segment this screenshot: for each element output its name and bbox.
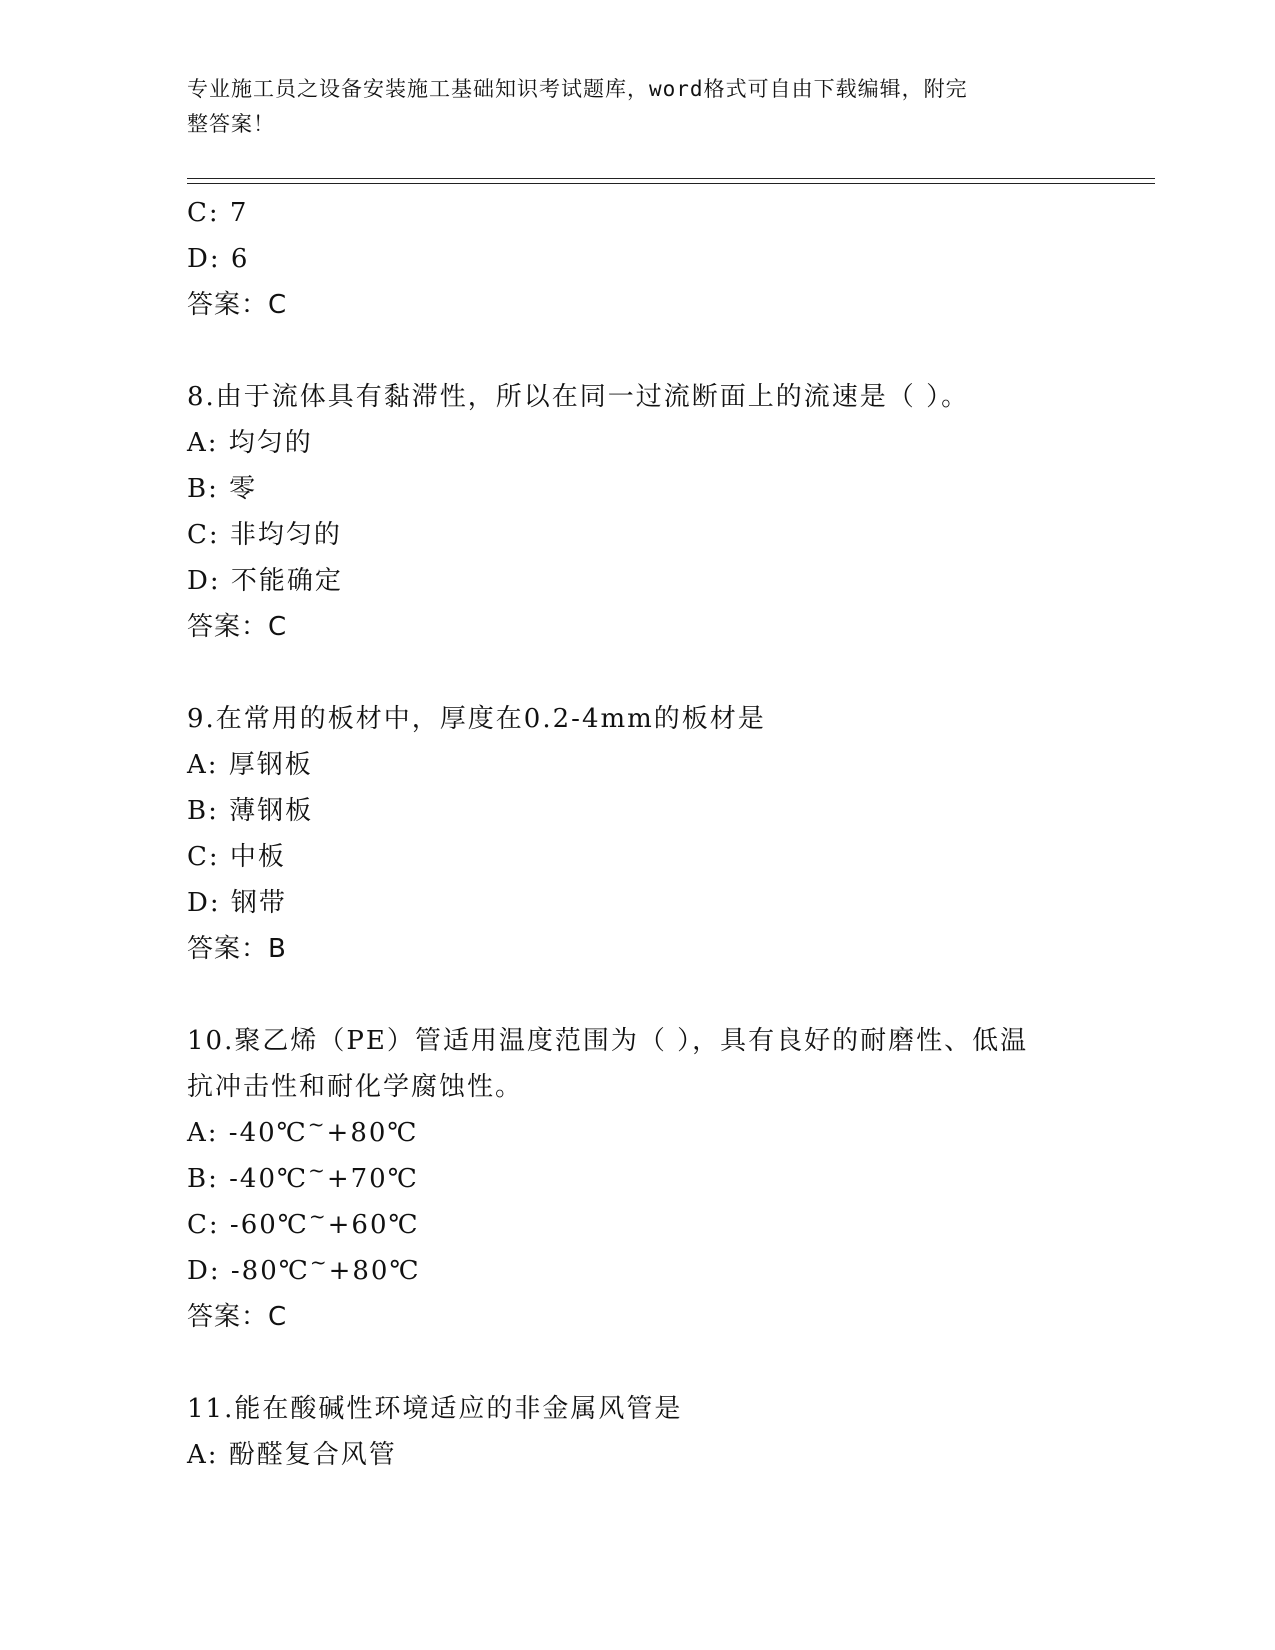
question-10 bbox=[187, 1018, 1087, 1340]
header-divider-bottom bbox=[187, 183, 1155, 184]
option-c: C: 非均匀的 bbox=[187, 520, 342, 550]
option-b-low: B: -40℃ bbox=[187, 1164, 309, 1194]
spacer bbox=[187, 972, 1087, 1018]
option-b-high: +70℃ bbox=[326, 1164, 419, 1194]
option-c-high: +60℃ bbox=[327, 1210, 420, 1240]
option-c: C: 中板 bbox=[187, 842, 286, 872]
answer: 答案：B bbox=[187, 934, 287, 964]
header-divider-top bbox=[187, 178, 1155, 179]
option-d-low: D: -80℃ bbox=[187, 1256, 310, 1286]
answer: 答案：C bbox=[187, 290, 288, 320]
question-9 bbox=[187, 696, 1087, 972]
option-c bbox=[187, 1202, 1087, 1248]
document-header bbox=[187, 72, 1067, 142]
option-c: C: 7 bbox=[187, 198, 249, 228]
question-7 bbox=[187, 190, 1087, 328]
range-tilde: ~ bbox=[307, 1112, 327, 1136]
question-stem: 8.由于流体具有黏滞性，所以在同一过流断面上的流速是（ ）。 bbox=[187, 382, 970, 412]
option-a-low: A: -40℃ bbox=[187, 1118, 308, 1148]
option-b: B: 薄钢板 bbox=[187, 796, 314, 826]
option-a bbox=[187, 1110, 1087, 1156]
question-stem-line-2: 抗冲击性和耐化学腐蚀性。 bbox=[187, 1072, 524, 1102]
question-list bbox=[187, 190, 1087, 1478]
option-a: A: 厚钢板 bbox=[187, 750, 313, 780]
option-d-high: +80℃ bbox=[328, 1256, 421, 1286]
question-stem: 11.能在酸碱性环境适应的非金属风管是 bbox=[187, 1394, 683, 1424]
option-a: A: 均匀的 bbox=[187, 428, 313, 458]
spacer bbox=[187, 650, 1087, 696]
option-c-low: C: -60℃ bbox=[187, 1210, 309, 1240]
spacer bbox=[187, 328, 1087, 374]
header-line-1: 专业施工员之设备安装施工基础知识考试题库，word格式可自由下载编辑，附完 bbox=[187, 77, 968, 101]
header-line-2: 整答案！ bbox=[187, 112, 275, 136]
option-d: D: 6 bbox=[187, 244, 250, 274]
range-tilde: ~ bbox=[308, 1204, 328, 1228]
option-b bbox=[187, 1156, 1087, 1202]
answer: 答案：C bbox=[187, 1302, 288, 1332]
answer: 答案：C bbox=[187, 612, 288, 642]
question-11 bbox=[187, 1386, 1087, 1478]
option-d: D: 不能确定 bbox=[187, 566, 343, 596]
range-tilde: ~ bbox=[308, 1158, 327, 1182]
option-d: D: 钢带 bbox=[187, 888, 287, 918]
question-stem-line-1: 10.聚乙烯（PE）管适用温度范围为（ ），具有良好的耐磨性、低温 bbox=[187, 1026, 1029, 1056]
option-a-high: +80℃ bbox=[326, 1118, 419, 1148]
option-b: B: 零 bbox=[187, 474, 258, 504]
question-8 bbox=[187, 374, 1087, 650]
spacer bbox=[187, 1340, 1087, 1386]
range-tilde: ~ bbox=[309, 1250, 329, 1274]
question-stem: 9.在常用的板材中，厚度在0.2-4mm的板材是 bbox=[187, 704, 766, 734]
option-a: A: 酚醛复合风管 bbox=[187, 1440, 397, 1470]
option-d bbox=[187, 1248, 1087, 1294]
